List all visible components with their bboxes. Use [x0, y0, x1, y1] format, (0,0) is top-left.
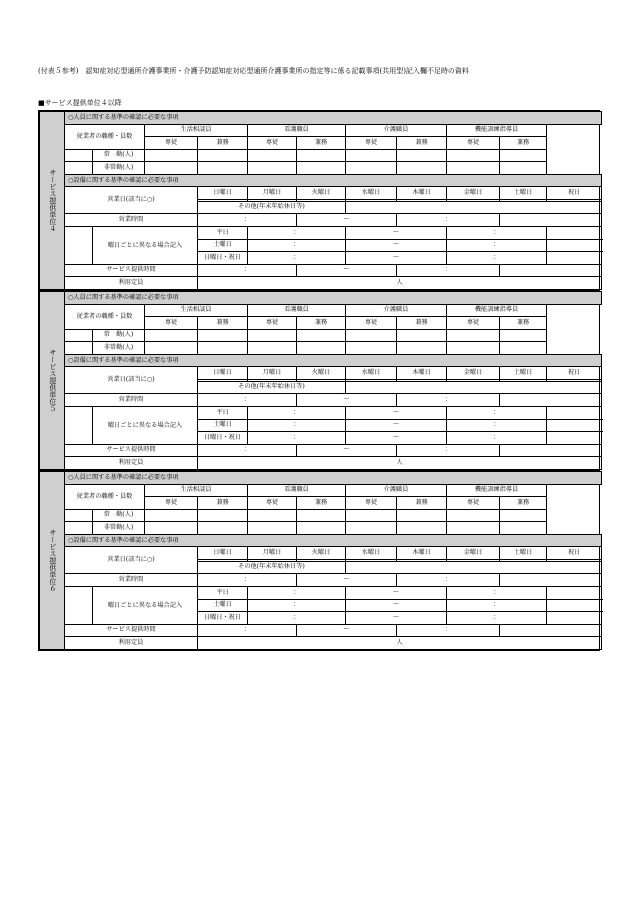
time-start-cell[interactable]: ：	[248, 419, 346, 432]
per-day-label: 曜日ごとに異なる場合記入	[93, 226, 198, 264]
time-start-cell[interactable]: ：	[248, 586, 346, 599]
staff-count-cell[interactable]	[248, 509, 297, 522]
staff-count-cell[interactable]	[397, 149, 447, 162]
parttime-label: 兼務	[198, 317, 248, 330]
capacity-label: 利用定員	[65, 637, 198, 650]
unit-title: サービス提供単位４	[40, 112, 65, 290]
staff-count-cell[interactable]	[297, 342, 346, 355]
time-end-cell[interactable]: ：	[397, 214, 500, 227]
other-days-cell[interactable]	[346, 201, 602, 214]
staff-count-cell[interactable]	[397, 342, 447, 355]
role-header: 看護職員	[248, 304, 346, 317]
weekday-header: 月曜日	[248, 187, 297, 200]
hijokin-label: 非常勤(人)	[93, 342, 145, 355]
staff-count-cell[interactable]	[447, 162, 500, 175]
capacity-label: 利用定員	[65, 457, 198, 470]
staff-count-cell[interactable]	[346, 149, 397, 162]
other-days-label: その他(年末年始休日等)	[198, 201, 346, 214]
parttime-label: 兼務	[397, 497, 447, 510]
time-start-cell[interactable]: ：	[198, 264, 297, 277]
time-tilde: 〜	[297, 264, 397, 277]
business-days-label: 営業日(該当に○)	[65, 187, 198, 214]
unit-title: サービス提供単位６	[40, 472, 65, 650]
staff-count-cell[interactable]	[447, 149, 500, 162]
weekday-header: 土曜日	[500, 547, 547, 560]
role-header: 機能訓練指導員	[447, 304, 547, 317]
facility-section-title: ○設備に関する基準の確認に必要な事項	[65, 174, 602, 187]
facility-section-title: ○設備に関する基準の確認に必要な事項	[65, 534, 602, 547]
staff-count-cell[interactable]	[397, 329, 447, 342]
time-end-cell[interactable]: ：	[447, 226, 547, 239]
staff-count-cell[interactable]	[198, 342, 248, 355]
service-unit-block	[38, 470, 600, 651]
time-start-cell[interactable]: ：	[198, 214, 297, 227]
jokin-label: 常 勤(人)	[93, 149, 145, 162]
time-tilde: 〜	[297, 394, 397, 407]
hijokin-label: 非常勤(人)	[93, 522, 145, 535]
weekday-label: 平日	[198, 406, 248, 419]
time-end-cell[interactable]: ：	[447, 432, 547, 445]
fulltime-label: 専従	[447, 497, 500, 510]
time-end-cell[interactable]: ：	[397, 444, 500, 457]
staff-header: 従業者の職種・員数	[65, 484, 145, 509]
other-days-label: その他(年末年始休日等)	[198, 381, 346, 394]
weekday-header: 火曜日	[297, 547, 346, 560]
weekday-header: 木曜日	[397, 187, 447, 200]
role-header: 機能訓練指導員	[447, 484, 547, 497]
per-day-label: 曜日ごとに異なる場合記入	[93, 586, 198, 624]
time-tilde: 〜	[346, 612, 447, 625]
parttime-label: 兼務	[500, 497, 547, 510]
weekday-header: 火曜日	[297, 187, 346, 200]
fulltime-label: 専従	[145, 497, 198, 510]
staff-count-cell[interactable]	[145, 509, 198, 522]
weekday-header: 金曜日	[447, 187, 500, 200]
sunday-holiday-label: 日曜日・祝日	[198, 432, 248, 445]
weekday-header: 金曜日	[447, 547, 500, 560]
staff-count-cell[interactable]	[145, 522, 198, 535]
saturday-label: 土曜日	[198, 599, 248, 612]
time-start-cell[interactable]: ：	[198, 574, 297, 587]
time-tilde: 〜	[346, 599, 447, 612]
service-unit-block	[38, 110, 600, 291]
staff-count-cell[interactable]	[198, 522, 248, 535]
staff-header: 従業者の職種・員数	[65, 124, 145, 149]
staff-count-cell[interactable]	[248, 522, 297, 535]
staff-count-cell[interactable]	[145, 329, 198, 342]
role-header: 看護職員	[248, 484, 346, 497]
time-start-cell[interactable]: ：	[248, 406, 346, 419]
parttime-label: 兼務	[500, 137, 547, 150]
staff-count-cell[interactable]	[397, 162, 447, 175]
jokin-label: 常 勤(人)	[93, 509, 145, 522]
weekday-header: 日曜日	[198, 547, 248, 560]
weekday-header: 日曜日	[198, 187, 248, 200]
staff-count-cell[interactable]	[198, 509, 248, 522]
time-start-cell[interactable]: ：	[198, 444, 297, 457]
parttime-label: 兼務	[397, 137, 447, 150]
staff-count-cell[interactable]	[145, 149, 198, 162]
staff-count-cell[interactable]	[500, 342, 547, 355]
staff-count-cell[interactable]	[447, 509, 500, 522]
staff-count-cell[interactable]	[248, 149, 297, 162]
time-tilde: 〜	[346, 432, 447, 445]
time-start-cell[interactable]: ：	[248, 432, 346, 445]
facility-section-title: ○設備に関する基準の確認に必要な事項	[65, 354, 602, 367]
capacity-cell[interactable]: 人	[198, 277, 602, 290]
sunday-holiday-label: 日曜日・祝日	[198, 252, 248, 265]
time-end-cell[interactable]: ：	[397, 264, 500, 277]
per-day-label: 曜日ごとに異なる場合記入	[93, 406, 198, 444]
weekday-header: 水曜日	[346, 367, 397, 380]
unit-title: サービス提供単位５	[40, 292, 65, 470]
time-end-cell[interactable]: ：	[447, 586, 547, 599]
sunday-holiday-label: 日曜日・祝日	[198, 612, 248, 625]
weekday-header: 祝日	[547, 547, 602, 560]
time-end-cell[interactable]: ：	[397, 624, 500, 637]
time-tilde: 〜	[297, 624, 397, 637]
role-header: 生活相談員	[145, 304, 248, 317]
time-start-cell[interactable]: ：	[248, 612, 346, 625]
capacity-cell[interactable]: 人	[198, 637, 602, 650]
role-header: 介護職員	[346, 484, 447, 497]
role-header: 機能訓練指導員	[447, 124, 547, 137]
time-start-cell[interactable]: ：	[248, 599, 346, 612]
time-start-cell[interactable]: ：	[198, 394, 297, 407]
role-header: 介護職員	[346, 304, 447, 317]
time-end-cell[interactable]: ：	[447, 406, 547, 419]
role-header: 生活相談員	[145, 124, 248, 137]
staff-section-title: ○人員に関する基準の確認に必要な事項	[65, 472, 602, 485]
parttime-label: 兼務	[297, 317, 346, 330]
other-days-cell[interactable]	[346, 561, 602, 574]
weekday-header: 土曜日	[500, 367, 547, 380]
role-header: 生活相談員	[145, 484, 248, 497]
staff-count-cell[interactable]	[297, 329, 346, 342]
document-title: (付表５参考) 認知症対応型通所介護事業所・介護予防認知症対応型通所介護事業所の指定等に係る記載事項(共用型)記入欄不足時の資料	[38, 67, 469, 75]
time-start-cell[interactable]: ：	[248, 252, 346, 265]
other-days-label: その他(年末年始休日等)	[198, 561, 346, 574]
weekday-header: 月曜日	[248, 367, 297, 380]
weekday-label: 平日	[198, 586, 248, 599]
time-tilde: 〜	[346, 239, 447, 252]
saturday-label: 土曜日	[198, 239, 248, 252]
staff-count-cell[interactable]	[145, 342, 198, 355]
fulltime-label: 専従	[346, 497, 397, 510]
business-days-label: 営業日(該当に○)	[65, 547, 198, 574]
parttime-label: 兼務	[500, 317, 547, 330]
fulltime-label: 専従	[145, 317, 198, 330]
service-hours-label: サービス提供時間	[65, 444, 198, 457]
weekday-header: 水曜日	[346, 547, 397, 560]
section-subtitle: ■サービス提供単位４以降	[38, 99, 122, 107]
time-tilde: 〜	[297, 214, 397, 227]
weekday-label: 平日	[198, 226, 248, 239]
fulltime-label: 専従	[346, 137, 397, 150]
fulltime-label: 専従	[447, 317, 500, 330]
staff-count-cell[interactable]	[397, 522, 447, 535]
staff-count-cell[interactable]	[397, 509, 447, 522]
staff-count-cell[interactable]	[248, 329, 297, 342]
weekday-header: 金曜日	[447, 367, 500, 380]
jokin-label: 常 勤(人)	[93, 329, 145, 342]
parttime-label: 兼務	[198, 137, 248, 150]
role-header: 看護職員	[248, 124, 346, 137]
staff-count-cell[interactable]	[346, 509, 397, 522]
time-tilde: 〜	[346, 419, 447, 432]
business-hours-label: 営業時間	[65, 394, 198, 407]
role-header: 介護職員	[346, 124, 447, 137]
fulltime-label: 専従	[248, 137, 297, 150]
staff-section-title: ○人員に関する基準の確認に必要な事項	[65, 292, 602, 305]
fulltime-label: 専従	[145, 137, 198, 150]
other-days-cell[interactable]	[346, 381, 602, 394]
staff-count-cell[interactable]	[447, 522, 500, 535]
weekday-header: 土曜日	[500, 187, 547, 200]
time-tilde: 〜	[346, 586, 447, 599]
staff-count-cell[interactable]	[500, 329, 547, 342]
time-end-cell[interactable]: ：	[447, 599, 547, 612]
staff-count-cell[interactable]	[346, 162, 397, 175]
staff-header: 従業者の職種・員数	[65, 304, 145, 329]
weekday-header: 月曜日	[248, 547, 297, 560]
business-hours-label: 営業時間	[65, 214, 198, 227]
staff-count-cell[interactable]	[198, 149, 248, 162]
fulltime-label: 専従	[248, 497, 297, 510]
staff-count-cell[interactable]	[346, 329, 397, 342]
parttime-label: 兼務	[297, 137, 346, 150]
weekday-header: 木曜日	[397, 547, 447, 560]
business-hours-label: 営業時間	[65, 574, 198, 587]
service-unit-block	[38, 290, 600, 471]
time-end-cell[interactable]: ：	[447, 419, 547, 432]
staff-count-cell[interactable]	[297, 149, 346, 162]
service-unit-table	[39, 111, 602, 290]
staff-count-cell[interactable]	[198, 162, 248, 175]
time-start-cell[interactable]: ：	[198, 624, 297, 637]
staff-count-cell[interactable]	[447, 329, 500, 342]
weekday-header: 祝日	[547, 187, 602, 200]
staff-count-cell[interactable]	[500, 149, 547, 162]
time-end-cell[interactable]: ：	[397, 574, 500, 587]
staff-count-cell[interactable]	[145, 162, 198, 175]
weekday-header: 日曜日	[198, 367, 248, 380]
weekday-header: 祝日	[547, 367, 602, 380]
parttime-label: 兼務	[297, 497, 346, 510]
business-days-label: 営業日(該当に○)	[65, 367, 198, 394]
weekday-header: 水曜日	[346, 187, 397, 200]
staff-count-cell[interactable]	[447, 342, 500, 355]
staff-count-cell[interactable]	[248, 342, 297, 355]
staff-count-cell[interactable]	[297, 522, 346, 535]
staff-count-cell[interactable]	[500, 522, 547, 535]
service-hours-label: サービス提供時間	[65, 264, 198, 277]
staff-section-title: ○人員に関する基準の確認に必要な事項	[65, 112, 602, 125]
time-tilde: 〜	[346, 226, 447, 239]
staff-count-cell[interactable]	[297, 509, 346, 522]
fulltime-label: 専従	[248, 317, 297, 330]
time-tilde: 〜	[346, 406, 447, 419]
saturday-label: 土曜日	[198, 419, 248, 432]
service-unit-table	[39, 471, 602, 650]
fulltime-label: 専従	[346, 317, 397, 330]
staff-count-cell[interactable]	[248, 162, 297, 175]
staff-count-cell[interactable]	[500, 509, 547, 522]
service-unit-table	[39, 291, 602, 470]
time-end-cell[interactable]: ：	[447, 612, 547, 625]
time-start-cell[interactable]: ：	[248, 239, 346, 252]
fulltime-label: 専従	[447, 137, 500, 150]
staff-count-cell[interactable]	[346, 342, 397, 355]
weekday-header: 火曜日	[297, 367, 346, 380]
parttime-label: 兼務	[397, 317, 447, 330]
time-end-cell[interactable]: ：	[447, 239, 547, 252]
time-tilde: 〜	[346, 252, 447, 265]
time-tilde: 〜	[297, 444, 397, 457]
staff-count-cell[interactable]	[297, 162, 346, 175]
weekday-header: 木曜日	[397, 367, 447, 380]
staff-count-cell[interactable]	[500, 162, 547, 175]
time-tilde: 〜	[297, 574, 397, 587]
time-start-cell[interactable]: ：	[248, 226, 346, 239]
hijokin-label: 非常勤(人)	[93, 162, 145, 175]
parttime-label: 兼務	[198, 497, 248, 510]
time-end-cell[interactable]: ：	[447, 252, 547, 265]
capacity-cell[interactable]: 人	[198, 457, 602, 470]
service-hours-label: サービス提供時間	[65, 624, 198, 637]
staff-count-cell[interactable]	[346, 522, 397, 535]
capacity-label: 利用定員	[65, 277, 198, 290]
time-end-cell[interactable]: ：	[397, 394, 500, 407]
staff-count-cell[interactable]	[198, 329, 248, 342]
